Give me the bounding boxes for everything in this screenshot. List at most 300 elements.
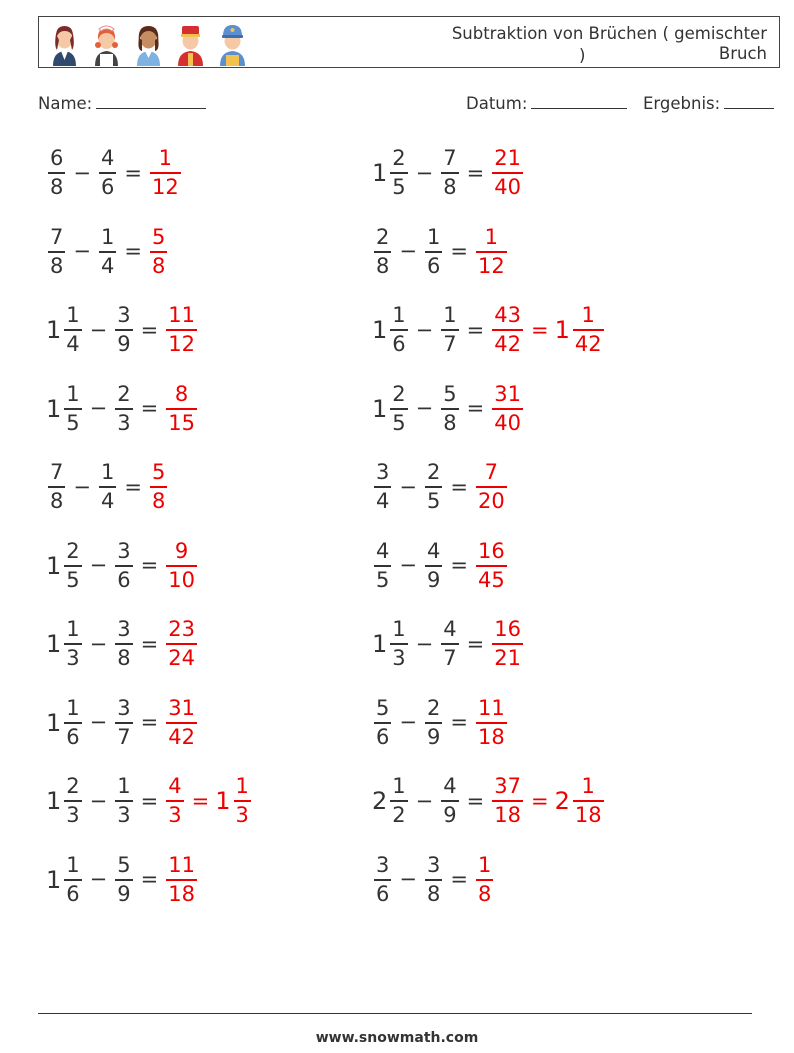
minuend-fraction — [374, 695, 391, 749]
denominator: 5 — [392, 175, 406, 199]
mixed-whole-number: 1 — [215, 787, 231, 815]
numerator: 16 — [494, 617, 521, 641]
answer — [164, 538, 199, 592]
numerator: 1 — [484, 224, 499, 249]
numerator: 16 — [477, 538, 505, 563]
denominator: 42 — [168, 724, 195, 749]
denominator: 3 — [235, 803, 249, 827]
numerator: 3 — [117, 617, 131, 641]
answer-fraction — [492, 305, 523, 355]
answer-fraction — [166, 852, 197, 906]
numerator: 4 — [100, 146, 115, 170]
porter-avatar-icon — [173, 20, 208, 66]
numerator: 11 — [477, 695, 505, 720]
minuend-fraction — [64, 695, 81, 749]
answer-fraction — [166, 619, 197, 669]
minuend-fraction — [374, 462, 391, 512]
mixed-whole-number: 2 — [554, 787, 570, 815]
answer-fraction — [492, 619, 523, 669]
answer-fraction — [150, 224, 167, 278]
numerator: 1 — [581, 774, 595, 798]
minus-sign: − — [415, 631, 434, 656]
answer — [490, 381, 525, 435]
numerator: 2 — [66, 538, 80, 563]
minus-sign: − — [89, 631, 108, 656]
numerator: 5 — [151, 460, 166, 484]
mixed-fraction — [234, 776, 251, 826]
denominator: 12 — [477, 253, 505, 278]
numerator: 11 — [168, 303, 195, 327]
problem-item — [372, 133, 525, 213]
numerator: 2 — [117, 381, 131, 406]
worksheet-title-end: ) — [579, 46, 586, 65]
minus-sign: − — [399, 239, 417, 263]
answer-fraction — [492, 776, 523, 826]
minuend-fraction — [390, 776, 407, 826]
denominator: 6 — [66, 881, 80, 906]
avatar-strip — [47, 20, 250, 66]
worksheet-title: Subtraktion von Brüchen ( gemischter Bruch — [451, 24, 767, 63]
answer-fraction — [166, 695, 197, 749]
numerator: 5 — [443, 381, 457, 406]
numerator: 8 — [174, 381, 189, 406]
whole-number: 2 — [372, 787, 388, 815]
answer — [474, 224, 509, 278]
minuend-fraction — [64, 381, 81, 435]
minuend-fraction — [64, 776, 81, 826]
denominator: 8 — [151, 489, 166, 513]
numerator: 4 — [443, 774, 457, 798]
subtrahend-fraction — [441, 776, 458, 826]
answer-fraction — [150, 148, 181, 198]
numerator: 9 — [174, 538, 189, 563]
answer-fraction — [492, 381, 523, 435]
answer — [474, 852, 495, 906]
minus-sign: − — [399, 474, 417, 499]
numerator: 23 — [168, 617, 195, 641]
minus-sign: − — [399, 710, 417, 734]
denominator: 4 — [66, 332, 80, 356]
denominator: 24 — [168, 646, 195, 670]
numerator: 7 — [50, 460, 64, 484]
denominator: 3 — [117, 410, 131, 435]
minuend-fraction — [64, 852, 81, 906]
denominator: 18 — [574, 803, 602, 827]
minus-sign: − — [399, 867, 417, 891]
problem-item — [372, 683, 509, 763]
subtrahend-fraction — [425, 538, 442, 592]
subtrahend-fraction — [99, 148, 116, 198]
minus-sign: − — [89, 317, 108, 342]
numerator: 7 — [50, 224, 64, 249]
numerator: 1 — [66, 852, 80, 877]
numerator: 2 — [392, 146, 406, 170]
denominator: 3 — [66, 803, 80, 827]
answer-fraction — [166, 538, 197, 592]
numerator: 2 — [66, 774, 80, 798]
numerator: 1 — [235, 774, 249, 798]
equals-sign: = — [450, 239, 468, 263]
denominator: 8 — [426, 881, 441, 906]
numerator: 3 — [117, 303, 131, 327]
denominator: 5 — [66, 410, 80, 435]
problem-item — [46, 133, 183, 213]
mixed-fraction — [573, 305, 604, 355]
problem-item — [372, 290, 606, 370]
numerator: 1 — [477, 852, 492, 877]
numerator: 1 — [66, 695, 80, 720]
subtrahend-fraction — [425, 462, 442, 512]
denominator: 15 — [168, 410, 195, 435]
numerator: 6 — [50, 146, 64, 170]
subtrahend-fraction — [441, 381, 458, 435]
denominator: 6 — [376, 724, 390, 749]
subtrahend-fraction — [115, 852, 132, 906]
numerator: 31 — [494, 381, 521, 406]
subtrahend-fraction — [441, 619, 458, 669]
equals-sign: = — [124, 239, 142, 263]
equals-sign: = — [140, 631, 159, 656]
numerator: 3 — [426, 852, 441, 877]
denominator: 5 — [66, 567, 80, 592]
woman-avatar-icon — [47, 20, 82, 66]
denominator: 4 — [100, 489, 115, 513]
answer — [490, 305, 605, 355]
equals-sign: = — [466, 396, 485, 420]
equals-sign: = — [466, 160, 485, 185]
denominator: 42 — [574, 332, 602, 356]
denominator: 12 — [168, 332, 195, 356]
answer-fraction — [476, 462, 507, 512]
numerator: 2 — [426, 695, 441, 720]
numerator: 3 — [376, 852, 390, 877]
minus-sign: − — [89, 396, 108, 420]
numerator: 37 — [494, 774, 521, 798]
problem-item — [46, 290, 199, 370]
numerator: 4 — [376, 538, 390, 563]
minus-sign: − — [89, 553, 108, 577]
equals-sign: = — [124, 160, 142, 185]
numerator: 5 — [117, 852, 131, 877]
numerator: 1 — [392, 617, 406, 641]
name-blank[interactable] — [96, 93, 206, 109]
denominator: 42 — [494, 332, 521, 356]
whole-number: 1 — [372, 316, 388, 344]
footer-divider — [38, 1013, 752, 1014]
equals-sign: = — [124, 474, 142, 499]
denominator: 3 — [117, 803, 131, 827]
denominator: 18 — [494, 803, 521, 827]
denominator: 8 — [50, 253, 64, 278]
minus-sign: − — [73, 239, 91, 263]
numerator: 1 — [426, 224, 441, 249]
minus-sign: − — [415, 396, 434, 420]
minus-sign: − — [415, 317, 434, 342]
problem-item — [46, 212, 169, 292]
answer — [148, 462, 169, 512]
answer — [490, 619, 525, 669]
denominator: 4 — [100, 253, 115, 278]
denominator: 8 — [477, 881, 492, 906]
answer — [164, 619, 199, 669]
minuend-fraction — [374, 852, 391, 906]
denominator: 7 — [443, 646, 457, 670]
numerator: 11 — [168, 852, 195, 877]
numerator: 2 — [376, 224, 390, 249]
numerator: 21 — [494, 146, 521, 170]
minus-sign: − — [415, 160, 434, 185]
equals-sign: = — [140, 317, 159, 342]
minuend-fraction — [390, 148, 407, 198]
denominator: 18 — [168, 881, 195, 906]
subtrahend-fraction — [115, 538, 132, 592]
denominator: 6 — [117, 567, 131, 592]
denominator: 9 — [426, 724, 441, 749]
numerator: 2 — [426, 460, 441, 484]
numerator: 4 — [426, 538, 441, 563]
equals-sign: = — [140, 710, 159, 734]
denominator: 21 — [494, 646, 521, 670]
name-label: Name: — [38, 94, 93, 113]
numerator: 1 — [66, 381, 80, 406]
worksheet-header — [38, 16, 780, 68]
answer-fraction — [166, 776, 183, 826]
equals-sign: = — [530, 788, 549, 813]
subtrahend-fraction — [115, 381, 132, 435]
denominator: 8 — [443, 175, 457, 199]
problem-item — [46, 683, 199, 763]
denominator: 6 — [376, 881, 390, 906]
numerator: 2 — [392, 381, 406, 406]
date-blank[interactable] — [531, 93, 627, 109]
answer — [164, 305, 199, 355]
whole-number: 1 — [372, 630, 388, 658]
whole-number: 1 — [372, 159, 388, 187]
answer-fraction — [476, 695, 507, 749]
numerator: 1 — [100, 224, 115, 249]
minuend-fraction — [64, 619, 81, 669]
numerator: 31 — [168, 695, 195, 720]
answer-fraction — [166, 381, 197, 435]
numerator: 4 — [443, 617, 457, 641]
whole-number: 1 — [46, 316, 62, 344]
answer — [148, 224, 169, 278]
subtrahend-fraction — [425, 695, 442, 749]
minuend-fraction — [374, 538, 391, 592]
denominator: 9 — [117, 332, 131, 356]
answer-fraction — [476, 538, 507, 592]
equals-sign: = — [466, 788, 485, 813]
answer — [164, 776, 253, 826]
problem-item — [46, 369, 199, 449]
worker-avatar-icon — [215, 20, 250, 66]
problem-item — [46, 526, 199, 606]
minus-sign: − — [73, 474, 91, 499]
maid-avatar-icon — [89, 20, 124, 66]
answer — [474, 538, 509, 592]
numerator: 3 — [117, 538, 131, 563]
numerator: 1 — [117, 774, 131, 798]
denominator: 8 — [50, 489, 64, 513]
problem-item — [46, 761, 253, 841]
denominator: 5 — [376, 567, 390, 592]
whole-number: 1 — [46, 787, 62, 815]
denominator: 6 — [392, 332, 406, 356]
nurse-avatar-icon — [131, 20, 166, 66]
minus-sign: − — [89, 788, 108, 813]
denominator: 8 — [443, 410, 457, 435]
answer — [164, 852, 199, 906]
problem-item — [46, 840, 199, 920]
problem-item — [372, 447, 509, 527]
numerator: 3 — [117, 695, 131, 720]
denominator: 3 — [66, 646, 80, 670]
denominator: 8 — [117, 646, 131, 670]
minuend-fraction — [48, 462, 65, 512]
minuend-fraction — [390, 305, 407, 355]
numerator: 1 — [443, 303, 457, 327]
denominator: 5 — [392, 410, 406, 435]
denominator: 9 — [426, 567, 441, 592]
minuend-fraction — [64, 538, 81, 592]
numerator: 1 — [392, 774, 406, 798]
numerator: 5 — [151, 224, 166, 249]
answer — [490, 776, 605, 826]
date-label: Datum: — [466, 94, 528, 113]
minus-sign: − — [415, 788, 434, 813]
numerator: 1 — [100, 460, 115, 484]
denominator: 45 — [477, 567, 505, 592]
score-blank[interactable] — [724, 93, 774, 109]
problem-item — [372, 369, 525, 449]
denominator: 40 — [494, 175, 521, 199]
denominator: 7 — [443, 332, 457, 356]
subtrahend-fraction — [441, 148, 458, 198]
denominator: 3 — [392, 646, 406, 670]
date-field — [466, 93, 627, 113]
footer-site: www.snowmath.com — [315, 1030, 479, 1046]
problem-item — [372, 761, 606, 841]
denominator: 7 — [117, 724, 131, 749]
subtrahend-fraction — [99, 224, 116, 278]
minus-sign: − — [89, 867, 108, 891]
denominator: 6 — [100, 175, 115, 199]
problem-item — [372, 526, 509, 606]
numerator: 1 — [66, 617, 80, 641]
equals-sign: = — [450, 474, 468, 499]
denominator: 9 — [443, 803, 457, 827]
numerator: 3 — [376, 460, 390, 484]
numerator: 1 — [158, 146, 173, 170]
equals-sign: = — [140, 867, 159, 891]
numerator: 7 — [443, 146, 457, 170]
whole-number: 1 — [46, 708, 62, 737]
subtrahend-fraction — [115, 695, 132, 749]
minus-sign: − — [73, 160, 91, 185]
subtrahend-fraction — [99, 462, 116, 512]
denominator: 2 — [392, 803, 406, 827]
equals-sign: = — [140, 788, 159, 813]
denominator: 10 — [168, 567, 195, 592]
subtrahend-fraction — [441, 305, 458, 355]
numerator: 7 — [484, 460, 499, 484]
equals-sign: = — [466, 317, 485, 342]
minuend-fraction — [64, 305, 81, 355]
denominator: 5 — [426, 489, 441, 513]
denominator: 4 — [376, 489, 390, 513]
answer — [474, 462, 509, 512]
score-field — [643, 93, 774, 113]
minus-sign: − — [89, 710, 108, 734]
denominator: 9 — [117, 881, 131, 906]
problem-item — [372, 212, 509, 292]
answer-fraction — [492, 148, 523, 198]
whole-number: 1 — [372, 394, 388, 423]
answer — [164, 695, 199, 749]
minuend-fraction — [390, 381, 407, 435]
numerator: 43 — [494, 303, 521, 327]
problem-item — [372, 840, 495, 920]
denominator: 40 — [494, 410, 521, 435]
equals-sign: = — [191, 788, 210, 813]
answer-fraction — [476, 852, 493, 906]
subtrahend-fraction — [425, 852, 442, 906]
numerator: 4 — [168, 774, 182, 798]
subtrahend-fraction — [115, 776, 132, 826]
denominator: 12 — [151, 175, 179, 199]
answer — [490, 148, 525, 198]
denominator: 18 — [477, 724, 505, 749]
denominator: 6 — [66, 724, 80, 749]
equals-sign: = — [450, 553, 468, 577]
problem-item — [372, 604, 525, 684]
problem-item — [46, 604, 199, 684]
numerator: 5 — [376, 695, 390, 720]
minuend-fraction — [390, 619, 407, 669]
denominator: 8 — [50, 175, 64, 199]
mixed-fraction — [573, 776, 604, 826]
name-field — [38, 93, 206, 113]
denominator: 6 — [426, 253, 441, 278]
equals-sign: = — [450, 710, 468, 734]
equals-sign: = — [140, 553, 159, 577]
answer — [164, 381, 199, 435]
mixed-whole-number: 1 — [554, 316, 570, 344]
equals-sign: = — [140, 396, 159, 420]
minuend-fraction — [374, 224, 391, 278]
subtrahend-fraction — [115, 305, 132, 355]
equals-sign: = — [530, 317, 549, 342]
minus-sign: − — [399, 553, 417, 577]
problem-item — [46, 447, 169, 527]
answer — [474, 695, 509, 749]
denominator: 8 — [151, 253, 166, 278]
numerator: 1 — [66, 303, 80, 327]
numerator: 1 — [392, 303, 406, 327]
numerator: 1 — [581, 303, 595, 327]
answer-fraction — [166, 305, 197, 355]
whole-number: 1 — [46, 630, 62, 658]
whole-number: 1 — [46, 394, 62, 423]
score-label: Ergebnis: — [643, 94, 721, 113]
answer-fraction — [150, 462, 167, 512]
whole-number: 1 — [46, 551, 62, 580]
subtrahend-fraction — [115, 619, 132, 669]
equals-sign: = — [450, 867, 468, 891]
whole-number: 1 — [46, 865, 62, 894]
denominator: 8 — [376, 253, 390, 278]
denominator: 20 — [477, 489, 505, 513]
